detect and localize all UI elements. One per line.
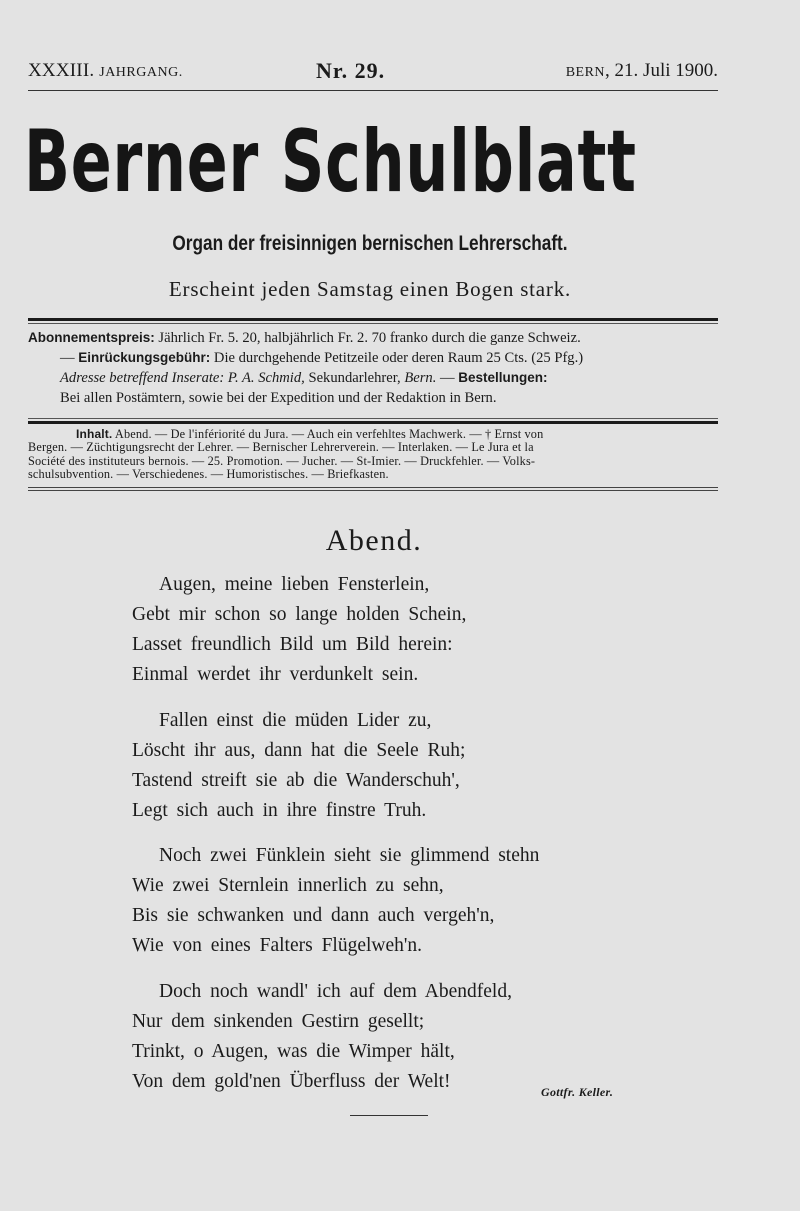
place: BERN [565, 65, 606, 80]
header-rule [28, 90, 718, 91]
verse: Fallen einst die müden Lider zu, [159, 709, 432, 731]
poem-body [132, 570, 692, 1112]
masthead-title: Berner Schulblatt [24, 112, 637, 212]
stanza [132, 706, 692, 826]
orders-line: Bei allen Postämtern, sowie bei der Expedition und der Redaktion in Bern. [60, 390, 497, 406]
verse: Lasset freundlich Bild um Bild herein: [132, 634, 453, 655]
verse: Tastend streift sie ab die Wanderschuh', [132, 769, 460, 791]
volume-info [28, 60, 183, 82]
divider-thin [28, 323, 718, 324]
fee-line [28, 348, 718, 368]
divider-thin [28, 418, 718, 419]
stanza [132, 977, 692, 1097]
publication-frequency: Erscheint jeden Samstag einen Bogen stark. [168, 277, 572, 301]
contents-line: Bergen. — Züchtigungsrecht der Lehrer. — Bernischer Lehrerverein. — Interlaken. — Le Jura et la [28, 440, 534, 455]
stanza [132, 570, 692, 690]
end-rule [350, 1115, 428, 1116]
address-label: Adresse betreffend Inserate: P. A. Schmid, [60, 370, 305, 386]
verse: Wie von eines Falters Flügelweh'n. [132, 935, 423, 956]
price-text: Jährlich Fr. 5. 20, halbjährlich Fr. 2. 70 franko durch die ganze Schweiz. [154, 330, 581, 346]
verse: Wie zwei Sternlein innerlich zu sehn, [132, 875, 444, 896]
fee-dash: — [60, 350, 79, 366]
verse: Trinkt, o Augen, was die Wimper hält, [132, 1040, 455, 1062]
verse: Gebt mir schon so lange holden Schein, [132, 604, 467, 625]
issue-date [566, 60, 718, 82]
verse: Einmal werdet ihr verdunkelt sein. [132, 664, 419, 685]
subscription-info [28, 328, 718, 408]
verse: Noch zwei Fünklein sieht sie glimmend stehn [159, 845, 540, 866]
price-label: Abonnementspreis: [28, 330, 155, 345]
verse: Nur dem sinkenden Gestirn gesellt; [132, 1010, 425, 1032]
divider-thick [28, 421, 718, 424]
contents-line: schulsubvention. — Verschiedenes. — Humoristisches. — Briefkasten. [28, 467, 389, 482]
address-line [28, 368, 718, 388]
contents-line [28, 428, 718, 441]
divider-thick [28, 318, 718, 321]
verse: Bis sie schwanken und dann auch vergeh'n, [132, 905, 495, 926]
volume-label: JAHRGANG. [99, 65, 183, 80]
masthead-subtitle [0, 232, 740, 256]
divider-thin [28, 487, 718, 488]
address-text: Sekundarlehrer, [304, 370, 405, 386]
volume-number: XXXIII. [28, 60, 95, 81]
price-line [28, 328, 718, 348]
verse: Augen, meine lieben Fensterlein, [159, 574, 430, 595]
divider-thin [28, 490, 718, 491]
table-of-contents [28, 428, 718, 482]
contents-label: Inhalt. [76, 427, 113, 441]
poem-title: Abend. [325, 524, 423, 557]
poem-author: Gottfr. Keller. [541, 1085, 614, 1099]
contents-line: Société des instituteurs bernois. — 25. Promotion. — Jucher. — St-Imier. — Druckfehler. — Volks- [28, 453, 536, 468]
orders-label: Bestellungen: [458, 370, 548, 385]
contents-text: Abend. — De l'infériorité du Jura. — Auch ein verfehltes Machwerk. — † Ernst von [112, 427, 544, 441]
issue-header [28, 60, 718, 90]
fee-text: Die durchgehende Petitzeile oder deren Raum 25 Cts. (25 Pfg.) [210, 350, 584, 366]
issue-number: Nr. 29. [316, 58, 386, 83]
address-dash: — [436, 370, 459, 386]
address-city: Bern. [404, 370, 437, 386]
verse: Von dem gold'nen Überfluss der Welt! [132, 1070, 451, 1092]
date-text: , 21. Juli 1900. [605, 60, 718, 81]
verse: Löscht ihr aus, dann hat die Seele Ruh; [132, 739, 466, 761]
verse: Doch noch wandl' ich auf dem Abendfeld, [159, 980, 512, 1002]
verse: Legt sich auch in ihre finstre Truh. [132, 799, 427, 821]
subtitle-text: Organ der freisinnigen bernischen Lehrerschaft. [172, 232, 568, 255]
stanza [132, 841, 692, 961]
fee-label: Einrückungsgebühr: [78, 350, 211, 365]
